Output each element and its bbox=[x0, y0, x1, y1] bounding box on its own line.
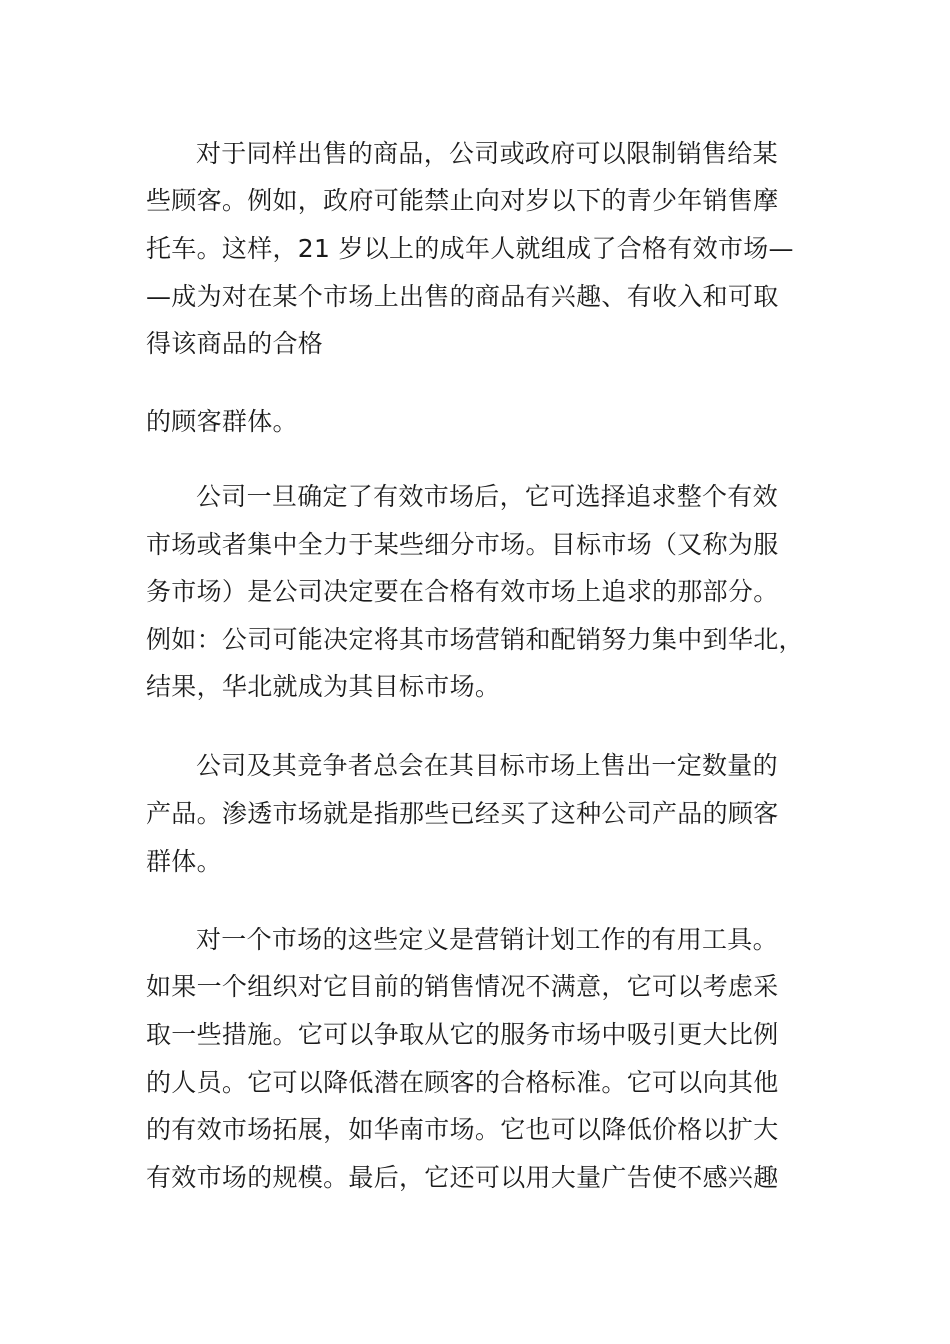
paragraph-line: 公司一旦确定了有效市场后，它可选择追求整个有效 bbox=[196, 482, 778, 511]
paragraph-line: 托车。这样，21 岁以上的成年人就组成了合格有效市场— bbox=[146, 234, 794, 263]
paragraph-line: 的人员。它可以降低潜在顾客的合格标准。它可以向其他 bbox=[146, 1068, 779, 1097]
paragraph-line: 对于同样出售的商品，公司或政府可以限制销售给某 bbox=[196, 139, 778, 168]
paragraph-line: 公司及其竞争者总会在其目标市场上售出一定数量的 bbox=[196, 751, 778, 780]
paragraph-line: 产品。渗透市场就是指那些已经买了这种公司产品的顾客 bbox=[146, 799, 779, 828]
paragraph-line: 务市场）是公司决定要在合格有效市场上追求的那部分。 bbox=[146, 577, 779, 606]
paragraph-line: 取一些措施。它可以争取从它的服务市场中吸引更大比例 bbox=[146, 1020, 779, 1049]
paragraph-line: 有效市场的规模。最后，它还可以用大量广告使不感兴趣 bbox=[146, 1163, 779, 1192]
paragraph-line: 结果，华北就成为其目标市场。 bbox=[146, 672, 501, 701]
paragraph-line: 对一个市场的这些定义是营销计划工作的有用工具。 bbox=[196, 925, 778, 954]
paragraph-line: —成为对在某个市场上出售的商品有兴趣、有收入和可取 bbox=[146, 282, 779, 311]
paragraph-line: 如果一个组织对它目前的销售情况不满意，它可以考虑采 bbox=[146, 972, 779, 1001]
paragraph-line: 些顾客。例如，政府可能禁止向对岁以下的青少年销售摩 bbox=[146, 186, 779, 215]
paragraph-line: 例如：公司可能决定将其市场营销和配销努力集中到华北， bbox=[146, 625, 804, 654]
paragraph-line: 市场或者集中全力于某些细分市场。目标市场（又称为服 bbox=[146, 530, 779, 559]
paragraph-line: 的顾客群体。 bbox=[146, 407, 298, 436]
paragraph-line: 的有效市场拓展，如华南市场。它也可以降低价格以扩大 bbox=[146, 1115, 779, 1144]
paragraph-line: 群体。 bbox=[146, 847, 222, 876]
paragraph-line: 得该商品的合格 bbox=[146, 329, 324, 358]
